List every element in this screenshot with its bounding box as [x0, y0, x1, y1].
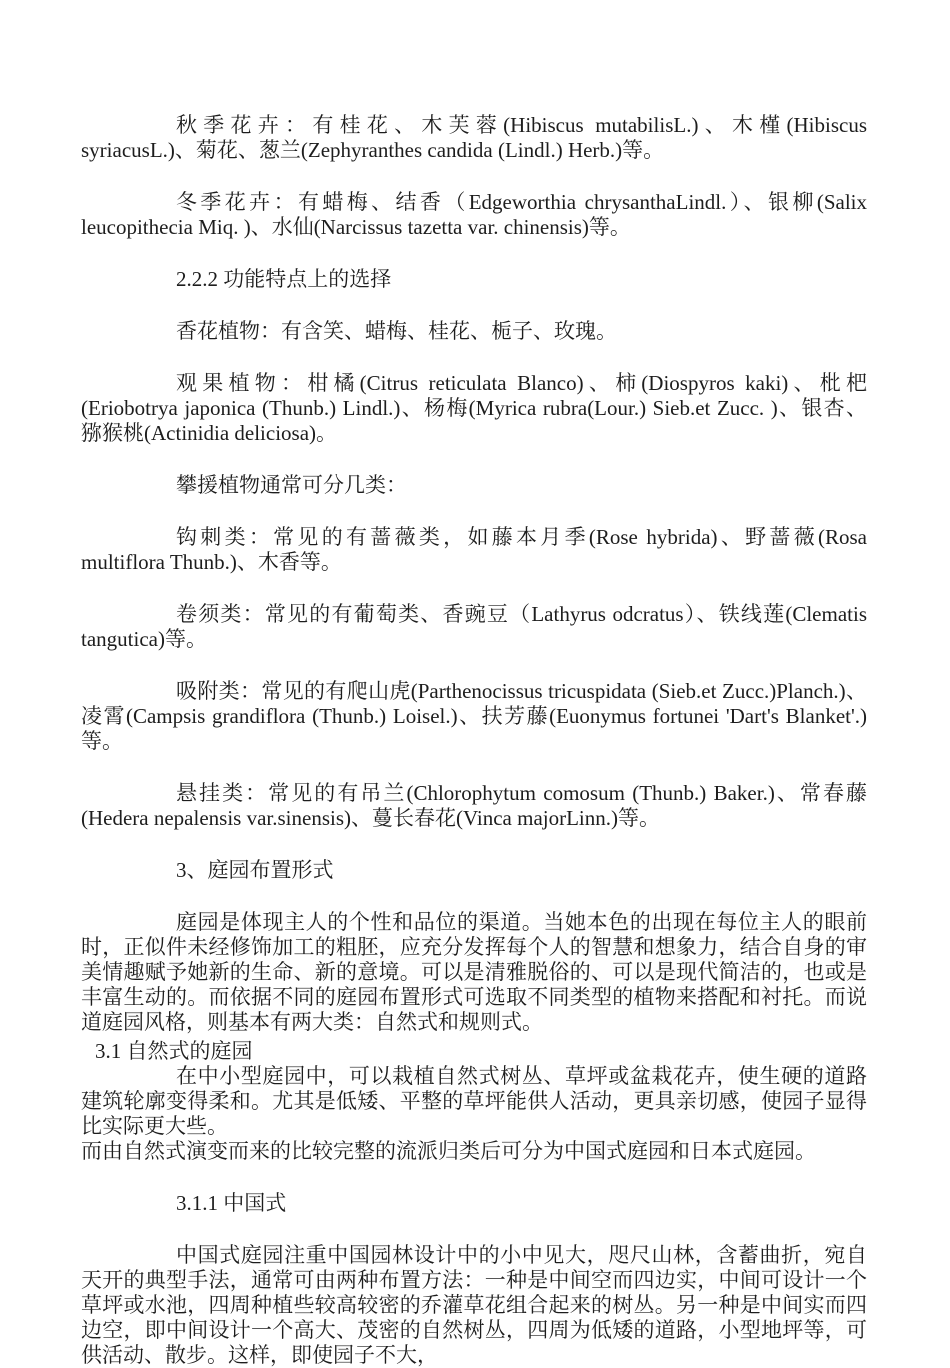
para-natural-garden: 在中小型庭园中，可以栽植自然式树丛、草坪或盆栽花卉，使生硬的道路建筑轮廓变得柔和。尤其是低矮、平整的草坪能供人活动，更具亲切感，使园子显得比实际更大些。 [81, 1064, 867, 1138]
para-autumn-flowers: 秋季花卉：有桂花、木芙蓉(Hibiscus mutabilisL.)、木槿(Hibiscus syriacusL.)、菊花、葱兰(Zephyranthes candida (Lindl.) Herb.)等。 [81, 113, 867, 162]
para-garden-intro: 庭园是体现主人的个性和品位的渠道。当她本色的出现在每位主人的眼前时，正似件未经修饰加工的粗胚，应充分发挥每个人的智慧和想象力，结合自身的审美情趣赋予她新的生命、新的意境。可以是清雅脱俗的、可以是现代简洁的，也或是丰富生动的。而依据不同的庭园布置形式可选取不同类型的植物来搭配和衬托。而说道庭园风格，则基本有两大类：自然式和规则式。 [81, 910, 867, 1034]
para-hook-thorn-type: 钩刺类：常见的有蔷薇类，如藤本月季(Rose hybrida)、野蔷薇(Rosa multiflora Thunb.)、木香等。 [81, 525, 867, 574]
para-hanging-type: 悬挂类：常见的有吊兰(Chlorophytum comosum (Thunb.) Baker.)、常春藤(Hedera nepalensis var.sinensis)、蔓长春花(Vinca majorLinn.)等。 [81, 781, 867, 830]
document-body [81, 113, 867, 1368]
para-tendril-type: 卷须类：常见的有葡萄类、香豌豆（Lathyrus odcratus）、铁线莲(Clematis tangutica)等。 [81, 602, 867, 651]
para-winter-flowers: 冬季花卉：有蜡梅、结香（Edgeworthia chrysanthaLindl.）、银柳(Salix leucopithecia Miq. )、水仙(Narcissus tazetta var. chinensis)等。 [81, 190, 867, 239]
heading-2-2-2: 2.2.2 功能特点上的选择 [176, 267, 392, 291]
para-climbing-intro: 攀援植物通常可分几类： [176, 473, 407, 497]
para-natural-evolution: 而由自然式演变而来的比较完整的流派归类后可分为中国式庭园和日本式庭园。 [81, 1139, 816, 1163]
heading-3: 3、庭园布置形式 [176, 858, 334, 882]
para-fruit-plants: 观果植物：柑橘(Citrus reticulata Blanco)、柿(Diospyros kaki)、枇杷(Eriobotrya japonica (Thunb.) Lindl.)、杨梅(Myrica rubra(Lour.) Sieb.et Zucc. )、银杏、猕猴桃(Actinidia deliciosa)。 [81, 371, 867, 445]
para-chinese-style: 中国式庭园注重中国园林设计中的小中见大，咫尺山林，含蓄曲折，宛自天开的典型手法，通常可由两种布置方法：一种是中间空而四边实，中间可设计一个草坪或水池，四周种植些较高较密的乔灌草花组合起来的树丛。另一种是中间实而四边空，即中间设计一个高大、茂密的自然树丛，四周为低矮的道路，小型地坪等，可供活动、散步。这样，即使园子不大， [81, 1243, 867, 1367]
para-fragrant-plants: 香花植物：有含笑、蜡梅、桂花、栀子、玫瑰。 [176, 319, 617, 343]
heading-3-1-1: 3.1.1 中国式 [176, 1191, 287, 1215]
para-adsorption-type: 吸附类：常见的有爬山虎(Parthenocissus tricuspidata (Sieb.et Zucc.)Planch.)、凌霄(Campsis grandiflora (Thunb.) Loisel.)、扶芳藤(Euonymus fortunei 'Dart's Blanket'.)等。 [81, 679, 867, 753]
heading-3-1: 3.1 自然式的庭园 [95, 1039, 253, 1063]
